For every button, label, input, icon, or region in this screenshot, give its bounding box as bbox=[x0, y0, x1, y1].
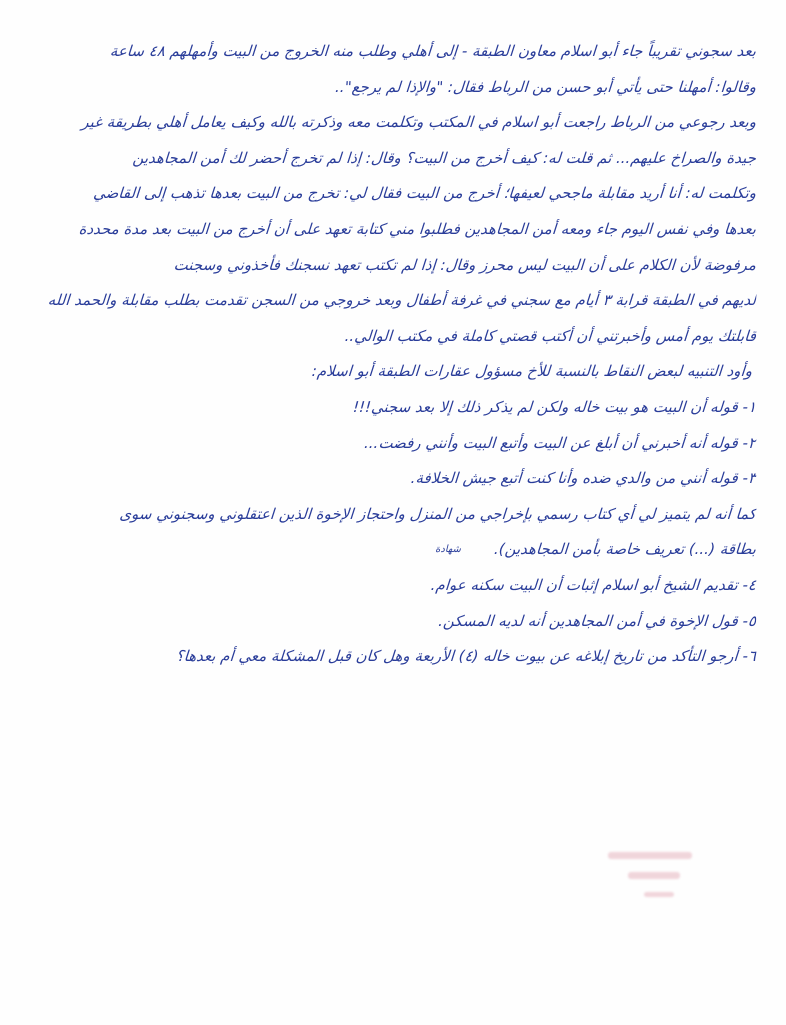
list-item: ٤- تقديم الشيخ أبو اسلام إثبات أن البيت سكنه عوام. bbox=[430, 575, 757, 594]
interlinear-note: شهادة bbox=[435, 544, 461, 555]
letter-line: وتكلمت له: أنا أريد مقابلة ماجحي لعيفها؛ أخرج من البيت فقال لي: تخرج من البيت بعدها تذهب إلى القاضي bbox=[92, 184, 757, 203]
faded-stamp-mark bbox=[600, 846, 700, 910]
letter-line: وبعد رجوعي من الرباط راجعت أبو اسلام في المكتب وتكلمت معه وذكرته بالله وكيف يعامل أهلي بطريقة غير bbox=[80, 113, 757, 132]
letter-line: مرفوضة لأن الكلام على أن البيت ليس محرز وقال: إذا لم تكتب تعهد نسجنك فأخذوني وسجنت bbox=[173, 255, 757, 274]
list-item: ١- قوله أن البيت هو بيت خاله ولكن لم يذكر ذلك إلا بعد سجني!!! bbox=[352, 397, 757, 416]
letter-line: جيدة والصراخ عليهم... ثم قلت له: كيف أخرج من البيت؟ وقال: إذا لم تخرج أحضر لك أمن المجاهدين bbox=[131, 148, 757, 167]
letter-line: وقالوا: أمهلنا حتى يأتي أبو حسن من الرباط فقال: "والإذا لم يرجع".. bbox=[334, 77, 757, 96]
list-item: ٦- أرجو التأكد من تاريخ إبلاغه عن بيوت خاله (٤) الأربعة وهل كان قبل المشكلة معي أم بعدها؟ bbox=[175, 647, 757, 666]
handwritten-text-block bbox=[30, 34, 756, 675]
letter-line: لديهم في الطبقة قرابة ٣ أيام مع سجني في غرفة أطفال وبعد خروجي من السجن تقدمت بطلب مقابلة والحمد الله bbox=[47, 291, 757, 310]
letter-line: بطاقة (...) تعريف خاصة بأمن المجاهدين). bbox=[493, 540, 757, 559]
letter-line: كما أنه لم يتميز لي أي كتاب رسمي بإخراجي من المنزل واحتجاز الإخوة الذين اعتقلوني وسجنوني سوى bbox=[118, 504, 757, 523]
letter-line: قابلتك يوم أمس وأخبرتني أن أكتب قصتي كاملة في مكتب الوالي.. bbox=[344, 326, 757, 345]
list-item: ٢- قوله أنه أخبرني أن أبلغ عن البيت وأتبع البيت وأنني رفضت... bbox=[363, 433, 757, 452]
list-item: ٣- قوله أنني من والدي ضده وأنا كنت أتبع جيش الخلافة. bbox=[410, 469, 757, 488]
letter-line: وأود التنبيه لبعض النقاط بالنسبة للأخ مسؤول عقارات الطبقة أبو اسلام: bbox=[311, 362, 753, 381]
list-item: ٥- قول الإخوة في أمن المجاهدين أنه لديه المسكن. bbox=[437, 611, 757, 630]
letter-line: بعدها وفي نفس اليوم جاء ومعه أمن المجاهدين فطلبوا مني كتابة تعهد على أن أخرج من البيت بعد مدة محددة bbox=[78, 219, 757, 238]
letter-line: بعد سجوني تقريباً جاء أبو اسلام معاون الطبقة - إلى أهلي وطلب منه الخروج من البيت وأمهلهم ٤٨ ساعة bbox=[109, 42, 757, 60]
